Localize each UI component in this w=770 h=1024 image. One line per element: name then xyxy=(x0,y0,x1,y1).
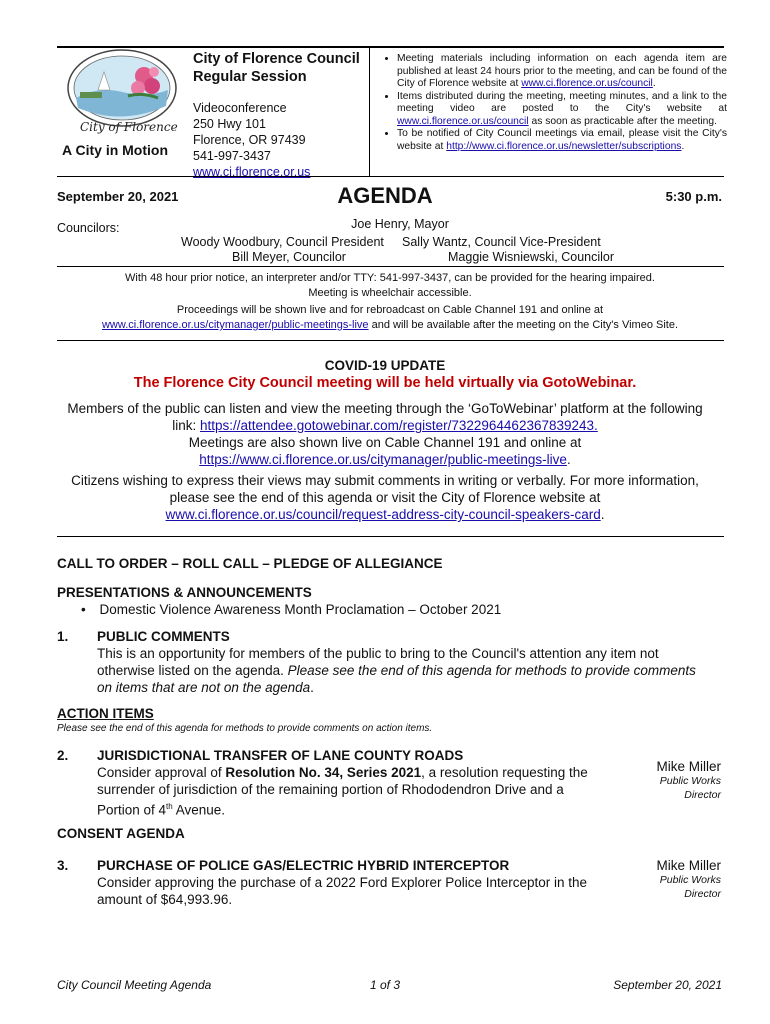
note-item: • To be notified of City Council meetings via email, please visit the City's website at http://www.ci.florence.or.us/newsletter/subscriptions. xyxy=(397,128,727,153)
item-title: JURISDICTIONAL TRANSFER OF LANE COUNTY ROADS xyxy=(97,748,464,763)
website-link[interactable]: www.ci.florence.or.us xyxy=(193,165,311,179)
logo-caption: A City in Motion xyxy=(62,142,169,158)
council-title-line1: City of Florence Council xyxy=(193,51,360,67)
item-description: This is an opportunity for members of the public to bring to the Council's attention any item not otherwise listed on the agenda. Please see the end of this agenda for methods to provide comments on items that are not on the agenda. xyxy=(97,646,696,695)
note-item: • Items distributed during the meeting, meeting minutes, and a link to the meeting video are posted to the City's website at www.ci.florence.or.us/council as soon as practicable after the meeting. xyxy=(397,91,727,129)
presenter-name: Mike Miller xyxy=(656,759,721,774)
presenter-dept: Director xyxy=(684,789,721,801)
public-meetings-live-link[interactable]: https://www.ci.florence.or.us/citymanager/public-meetings-live xyxy=(199,452,567,467)
access-rule xyxy=(57,340,724,341)
council-title-line2: Regular Session xyxy=(193,69,307,85)
council-title xyxy=(193,50,360,86)
covid-heading: COVID-19 UPDATE xyxy=(324,358,446,373)
item-description: Consider approval of Resolution No. 34, Series 2021, a resolution requesting the surrender of jurisdiction of the remaining portion of Rhododendron Drive and a Portion of 4th Avenue. xyxy=(97,765,588,818)
presenter-dept: Public Works xyxy=(659,775,721,787)
footer-right: September 20, 2021 xyxy=(613,978,722,992)
presenter-dept: Public Works xyxy=(659,874,721,886)
note-item: • Meeting materials including information on each agenda item are published at least 24 hours prior to the meeting, and can be found of the City of Florence website at www.ci.florence.or.us/council. xyxy=(397,53,727,91)
presenter-name: Mike Miller xyxy=(656,858,721,873)
bullet-icon: • xyxy=(81,602,86,617)
note-link[interactable]: http://www.ci.florence.or.us/newsletter/subscriptions xyxy=(446,140,682,152)
presenter xyxy=(656,858,721,901)
logo-script: City of Florence xyxy=(80,120,178,134)
presentations-heading: PRESENTATIONS & ANNOUNCEMENTS xyxy=(57,585,312,600)
agenda-title: AGENDA xyxy=(337,183,433,208)
header-divider xyxy=(369,46,370,176)
consent-agenda-heading: CONSENT AGENDA xyxy=(57,826,185,841)
access-info xyxy=(40,271,740,333)
meeting-notes xyxy=(383,53,727,153)
speakers-card-link[interactable]: www.ci.florence.or.us/council/request-address-city-council-speakers-card xyxy=(165,507,601,522)
presenter-dept: Director xyxy=(684,888,721,900)
presentation-item: • Domestic Violence Awareness Month Proclamation – October 2021 xyxy=(81,602,502,617)
covid-subheading: The Florence City Council meeting will be held virtually via GotoWebinar. xyxy=(133,375,637,391)
councilors-label: Councilors: xyxy=(57,221,120,235)
councilors-rule xyxy=(57,266,724,267)
address-block xyxy=(193,100,310,180)
access-line: www.ci.florence.or.us/citymanager/public-meetings-live and will be available after the meeting on the City's Vimeo Site. xyxy=(101,319,679,331)
action-note: Please see the end of this agenda for methods to provide comments on action items. xyxy=(57,723,433,734)
note-link[interactable]: www.ci.florence.or.us/council xyxy=(397,115,529,127)
note-link[interactable]: www.ci.florence.or.us/council xyxy=(521,78,653,89)
action-items-heading: ACTION ITEMS xyxy=(57,706,154,721)
meeting-time: 5:30 p.m. xyxy=(665,189,722,204)
council-president: Woody Woodbury, Council President xyxy=(181,235,384,249)
covid-paragraph-1: Members of the public can listen and view the meeting through the ‘GoToWebinar’ platform at the following link: https://attendee.gotowebinar.com/register/7322964462367839243. Meetings are also shown live on Cable Channel 191 and online at https://www.ci.florence.or.us/citymanager/public-meetings-live. xyxy=(67,401,703,467)
council-vice-president: Sally Wantz, Council Vice-President xyxy=(402,235,601,249)
address-line: Videoconference xyxy=(193,101,287,115)
page-number: 1 of 3 xyxy=(369,978,401,992)
public-meetings-link[interactable]: www.ci.florence.or.us/citymanager/public-meetings-live xyxy=(101,319,369,331)
item-description: Consider approving the purchase of a 2022 Ford Explorer Police Interceptor in the amount of $64,993.96. xyxy=(97,875,588,907)
header-rule xyxy=(57,176,724,177)
councilor: Maggie Wisniewski, Councilor xyxy=(448,250,615,264)
address-line: Florence, OR 97439 xyxy=(193,133,306,147)
item-number: 1. xyxy=(57,629,69,644)
access-line: Meeting is wheelchair accessible. xyxy=(308,287,472,299)
councilor: Bill Meyer, Councilor xyxy=(232,250,346,264)
item-number: 2. xyxy=(57,748,69,763)
presenter xyxy=(656,759,721,802)
meeting-date: September 20, 2021 xyxy=(57,189,179,204)
covid-paragraph-2: Citizens wishing to express their views may submit comments in writing or verbally. For more information, please see the end of this agenda or visit the City of Florence website at www.ci.florence.or.us/council/request-address-city-council-speakers-card. xyxy=(71,473,699,522)
call-to-order: CALL TO ORDER – ROLL CALL – PLEDGE OF ALLEGIANCE xyxy=(57,556,443,571)
access-line: With 48 hour prior notice, an interpreter and/or TTY: 541-997-3437, can be provided for the hearing impaired. xyxy=(125,272,655,284)
address-line: 541-997-3437 xyxy=(193,149,271,163)
item-number: 3. xyxy=(57,858,69,873)
address-line: 250 Hwy 101 xyxy=(193,117,266,131)
covid-rule xyxy=(57,536,724,537)
gotowebinar-link[interactable]: https://attendee.gotowebinar.com/register/7322964462367839243. xyxy=(199,418,598,433)
footer-left: City Council Meeting Agenda xyxy=(57,978,212,992)
item-title: PURCHASE OF POLICE GAS/ELECTRIC HYBRID INTERCEPTOR xyxy=(97,858,510,873)
city-logo xyxy=(58,46,186,166)
item-title: PUBLIC COMMENTS xyxy=(97,629,230,644)
access-line: Proceedings will be shown live and for rebroadcast on Cable Channel 191 and online at xyxy=(176,304,604,316)
mayor: Joe Henry, Mayor xyxy=(351,217,449,231)
